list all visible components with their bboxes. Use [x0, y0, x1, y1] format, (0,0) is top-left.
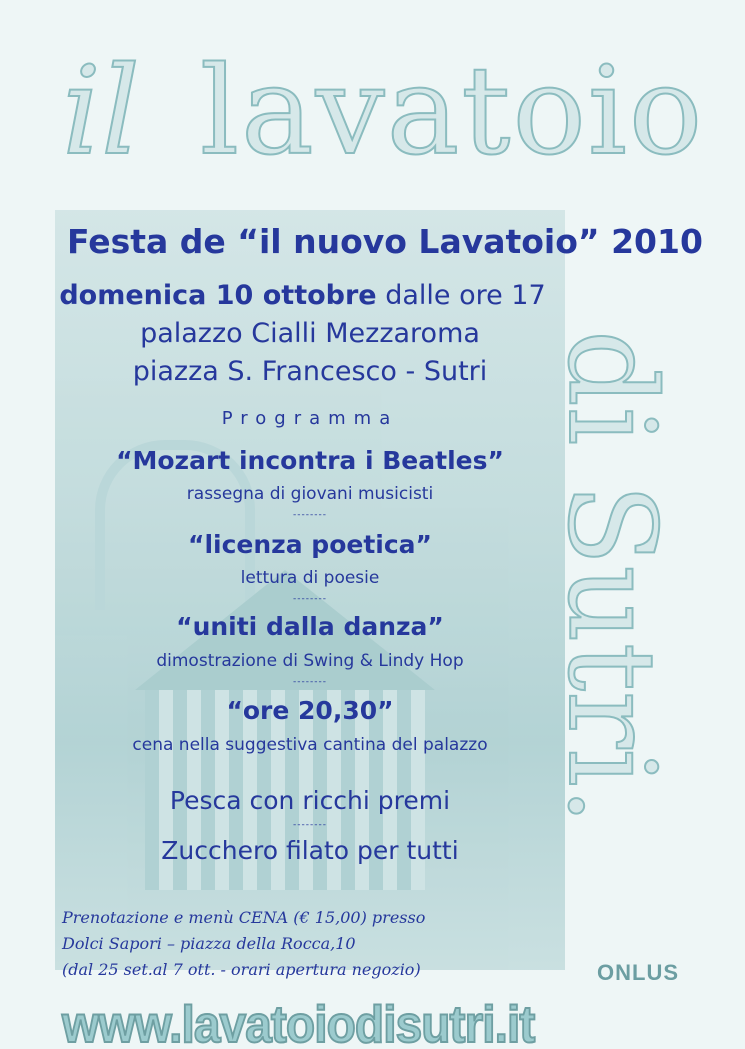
event-4-title: “ore 20,30”	[226, 696, 394, 725]
event-4-desc: cena nella suggestiva cantina del palazzo	[132, 735, 488, 755]
website-url[interactable]: www.lavatoiodisutri.it	[62, 996, 535, 1049]
event-date	[30, 280, 575, 311]
separator: --------	[293, 594, 327, 604]
extra-zucchero: Zucchero filato per tutti	[161, 836, 459, 865]
separator: --------	[293, 510, 327, 520]
event-1-desc: rassegna di giovani musicisti	[186, 484, 434, 504]
event-2-desc: lettura di poesie	[240, 568, 380, 588]
festa-heading: Festa de “il nuovo Lavatoio” 2010	[67, 222, 703, 261]
event-venue: palazzo Cialli Mezzaroma	[140, 318, 480, 349]
event-2-title: “licenza poetica”	[188, 530, 432, 559]
event-address: piazza S. Francesco - Sutri	[132, 356, 488, 387]
extra-pesca: Pesca con ricchi premi	[169, 786, 451, 815]
title-lavatoio: lavatoio	[200, 40, 705, 182]
event-date-day: domenica 10 ottobre	[59, 280, 377, 311]
event-3-desc: dimostrazione di Swing & Lindy Hop	[156, 651, 464, 671]
separator: --------	[293, 677, 327, 687]
booking-line-3: (dal 25 set.al 7 ott. - orari apertura negozio)	[62, 960, 421, 979]
title-il: il	[62, 40, 141, 182]
separator: --------	[293, 820, 327, 830]
booking-line-1: Prenotazione e menù CENA (€ 15,00) presso	[62, 908, 426, 927]
program-label: Programma	[221, 408, 399, 429]
event-date-time: dalle ore 17	[376, 280, 546, 311]
booking-line-2: Dolci Sapori – piazza della Rocca,10	[62, 934, 356, 953]
event-1-title: “Mozart incontra i Beatles”	[116, 446, 504, 475]
title-di-sutri: di Sutri.	[541, 330, 680, 825]
onlus-label: ONLUS	[597, 960, 679, 985]
event-3-title: “uniti dalla danza”	[176, 612, 444, 641]
